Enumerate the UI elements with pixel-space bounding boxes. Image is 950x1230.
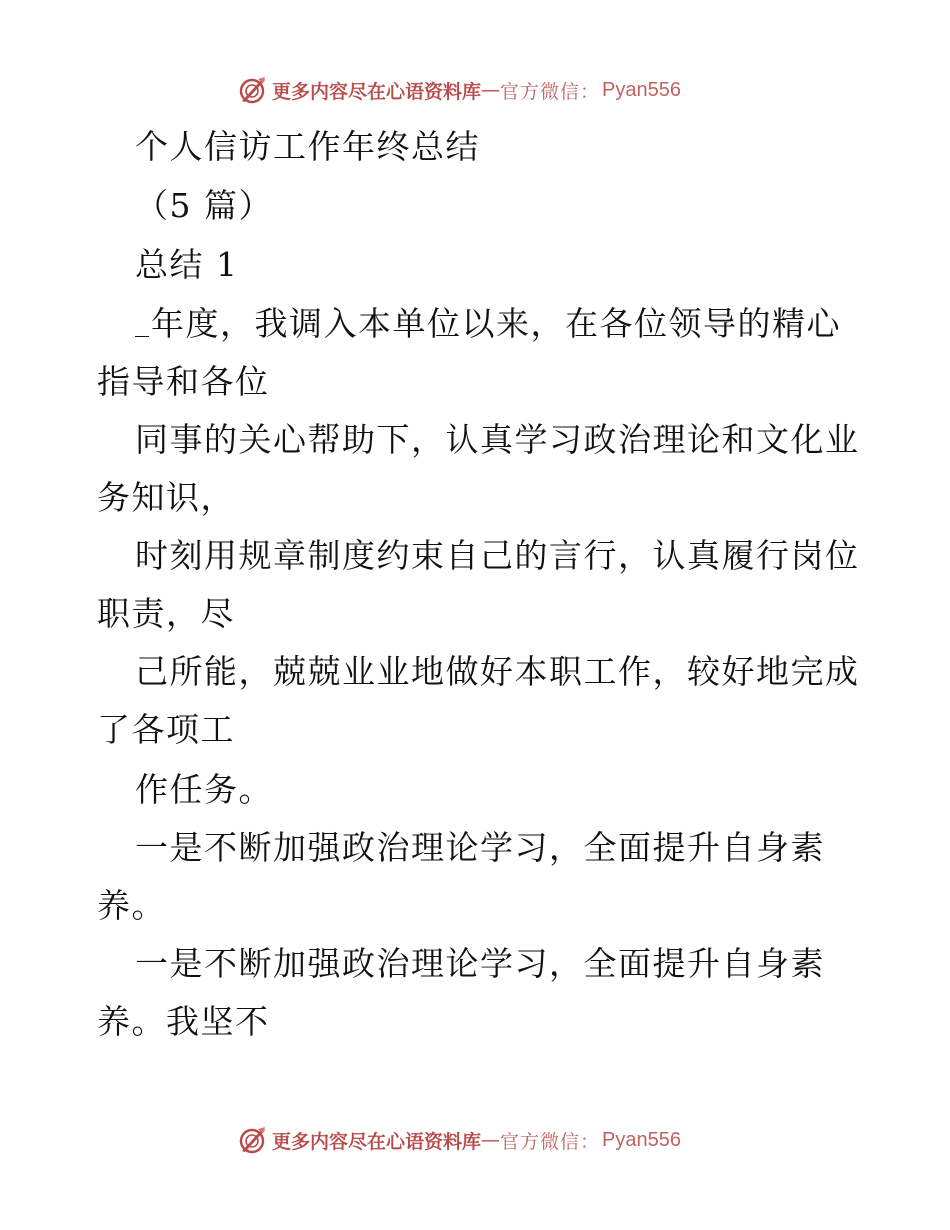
body-line [135,304,841,344]
body-line: 养。我坚不 [97,1002,270,1041]
blank-fill-mark [135,336,149,337]
body-line: 指导和各位 [97,362,270,401]
body-line: 同事的关心帮助下，认真学习政治理论和文化业 [135,420,860,459]
watermark-main-text: 更多内容尽在心语资料库 [272,80,482,103]
watermark-wechat-id: Pyan556 [602,1128,681,1151]
body-line: 一是不断加强政治理论学习，全面提升自身素 [135,828,825,867]
quill-pen-circle-icon [236,1124,268,1156]
document-subtitle: （5 篇） [135,186,273,225]
body-line: 己所能，兢兢业业地做好本职工作，较好地完成 [135,652,860,691]
watermark-banner-top [236,72,681,108]
body-line: 作任务。 [135,770,273,809]
body-line: 了各项工 [97,710,235,749]
watermark-wechat-id: Pyan556 [602,78,681,101]
quill-pen-circle-icon [236,74,268,106]
body-line: 一是不断加强政治理论学习，全面提升自身素 [135,944,825,983]
body-line: 务知识， [97,478,235,517]
body-line: 职责，尽 [97,594,235,633]
body-line: 时刻用规章制度约束自己的言行，认真履行岗位 [135,536,860,575]
body-line: 养。 [97,886,166,925]
watermark-banner-bottom [236,1122,681,1158]
watermark-wechat-label: 官方微信： [500,1130,601,1153]
watermark-dash: — [481,79,501,101]
body-line-text: 年度，我调入本单位以来，在各位领导的精心 [151,304,841,343]
section-heading: 总结 1 [135,245,239,284]
watermark-wechat-label: 官方微信： [500,80,601,103]
document-title: 个人信访工作年终总结 [135,127,480,166]
watermark-dash: — [481,1129,501,1151]
watermark-main-text: 更多内容尽在心语资料库 [272,1130,482,1153]
